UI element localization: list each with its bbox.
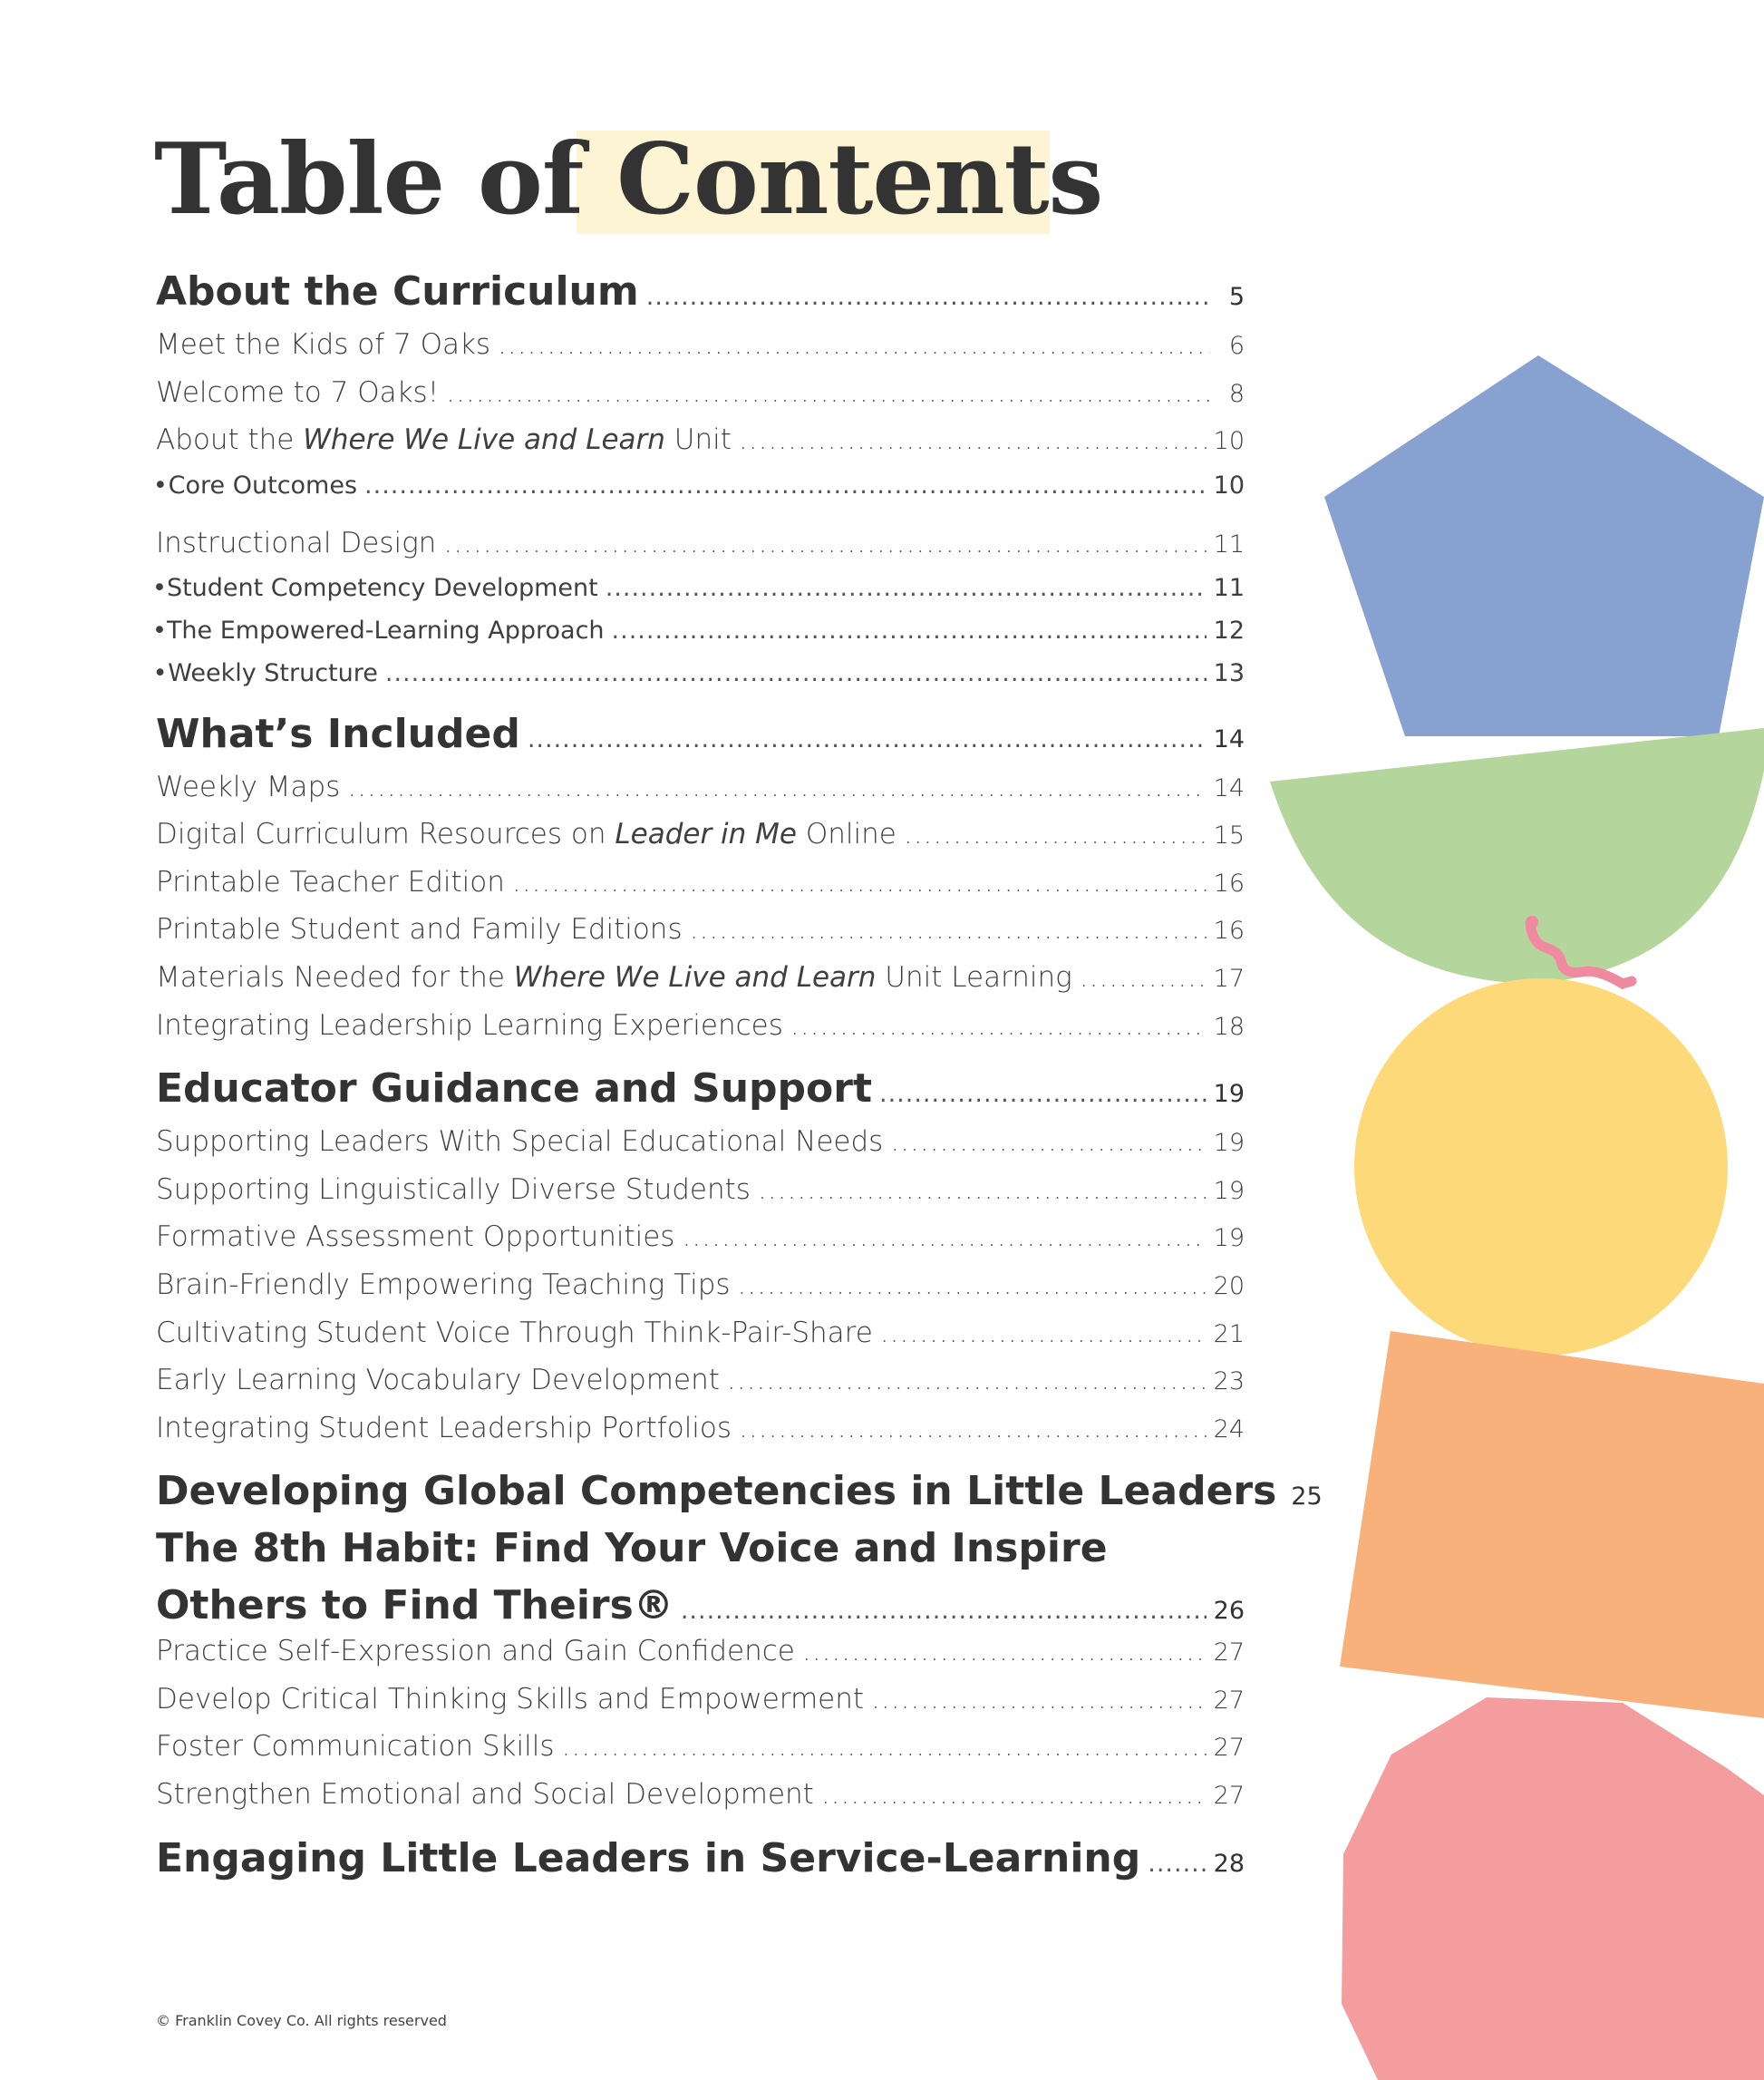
toc-label: Cultivating Student Voice Through Think-Pair-Share: [156, 1316, 873, 1349]
toc-label: About the Curriculum: [156, 268, 639, 315]
page-number: 10: [1213, 427, 1245, 456]
page-number: 19: [1213, 1224, 1245, 1253]
toc-label: Printable Teacher Edition: [156, 865, 505, 899]
bullet-icon: •: [152, 616, 167, 645]
toc-label: The Empowered-Learning Approach: [166, 616, 605, 645]
toc-label: Practice Self-Expression and Gain Confidence: [156, 1635, 795, 1668]
page-number: 13: [1213, 658, 1245, 687]
toc-label: What’s Included: [156, 710, 520, 757]
page-number: 14: [1213, 773, 1245, 802]
toc-label-part: Digital Curriculum Resources on: [156, 818, 615, 851]
page-number: 12: [1213, 616, 1245, 645]
toc-label: Student Competency Development: [166, 574, 598, 603]
circle-shape: [1354, 978, 1728, 1356]
toc-label: Weekly Maps: [156, 770, 341, 803]
page-number: 27: [1213, 1638, 1245, 1667]
page-number: 19: [1213, 1080, 1245, 1109]
page-number: 23: [1213, 1367, 1245, 1396]
toc-label: Printable Student and Family Editions: [156, 913, 683, 947]
toc-label: Integrating Leadership Learning Experiences: [156, 1008, 783, 1042]
page-number: 25: [1291, 1482, 1323, 1511]
page-number: 16: [1213, 869, 1245, 898]
page-number: 27: [1213, 1686, 1245, 1715]
page-number: 27: [1213, 1782, 1245, 1811]
page-number: 5: [1228, 283, 1245, 311]
page-number: 21: [1213, 1319, 1245, 1348]
toc-label: Formative Assessment Opportunities: [156, 1220, 675, 1254]
pentagon-shape: [1324, 355, 1764, 736]
bullet-icon: •: [152, 471, 168, 500]
page-number: 8: [1228, 379, 1245, 408]
toc-label: Foster Communication Skills: [156, 1730, 555, 1764]
page-number: 19: [1213, 1176, 1245, 1205]
page-number: 26: [1213, 1597, 1245, 1626]
page-number: 10: [1213, 471, 1245, 500]
page-number: 27: [1213, 1734, 1245, 1763]
page-number: 16: [1213, 917, 1245, 946]
toc-label-italic: Leader in Me: [615, 818, 797, 851]
title-part-1: Table of: [154, 122, 616, 237]
toc-label: Develop Critical Thinking Skills and Empowerment: [156, 1682, 865, 1716]
toc-label: Others to Find Theirs®: [156, 1582, 674, 1629]
title-part-2: Contents: [615, 122, 1103, 237]
page-number: 20: [1213, 1271, 1245, 1300]
toc-label: Meet the Kids of 7 Oaks: [156, 328, 491, 361]
page-number: 24: [1213, 1414, 1245, 1443]
toc-label: Engaging Little Leaders in Service-Learning: [156, 1834, 1141, 1881]
toc-label: Educator Guidance and Support: [156, 1065, 873, 1113]
square-shape: [1340, 1331, 1764, 1718]
toc-label-part: Materials Needed for the: [156, 960, 514, 994]
toc-label: Supporting Leaders With Special Educational Needs: [156, 1125, 884, 1159]
page-number: 11: [1213, 530, 1245, 559]
toc-heading-line: The 8th Habit: Find Your Voice and Inspire: [156, 1525, 1108, 1572]
page-number: 11: [1213, 574, 1245, 603]
page-number: 19: [1213, 1129, 1245, 1158]
toc-label-part: Unit: [664, 423, 732, 457]
bullet-icon: •: [152, 658, 168, 687]
toc-label: Instructional Design: [156, 526, 437, 559]
bullet-icon: •: [152, 574, 167, 603]
page-number: 28: [1213, 1849, 1245, 1878]
toc-label-part: Online: [796, 818, 897, 851]
page-number: 6: [1228, 332, 1245, 360]
toc-label: Integrating Student Leadership Portfolios: [156, 1411, 732, 1444]
toc-label: Core Outcomes: [168, 471, 358, 500]
toc-label: Welcome to 7 Oaks!: [156, 375, 440, 409]
page-number: 17: [1213, 964, 1245, 993]
page-number: 18: [1213, 1012, 1245, 1041]
toc-label-italic: Where We Live and Learn: [513, 960, 877, 994]
toc-label-italic: Where We Live and Learn: [303, 423, 665, 457]
copyright-footer: © Franklin Covey Co. All rights reserved: [156, 2012, 447, 2029]
toc-label: Developing Global Competencies in Little Leaders: [156, 1468, 1277, 1515]
toc-label-part: Unit Learning: [876, 960, 1072, 994]
toc-label: Supporting Linguistically Diverse Students: [156, 1172, 751, 1206]
page-number: 15: [1213, 821, 1245, 850]
toc-label: Early Learning Vocabulary Development: [156, 1364, 720, 1397]
octagon-shape: [1342, 1697, 1764, 2080]
toc-label-part: About the: [156, 423, 304, 457]
toc-label: Brain-Friendly Empowering Teaching Tips: [156, 1268, 731, 1301]
toc-label: Strengthen Emotional and Social Development: [156, 1778, 814, 1812]
page-number: 14: [1213, 724, 1245, 753]
toc-label: Weekly Structure: [168, 658, 378, 687]
half-circle-shape: [1270, 728, 1764, 984]
